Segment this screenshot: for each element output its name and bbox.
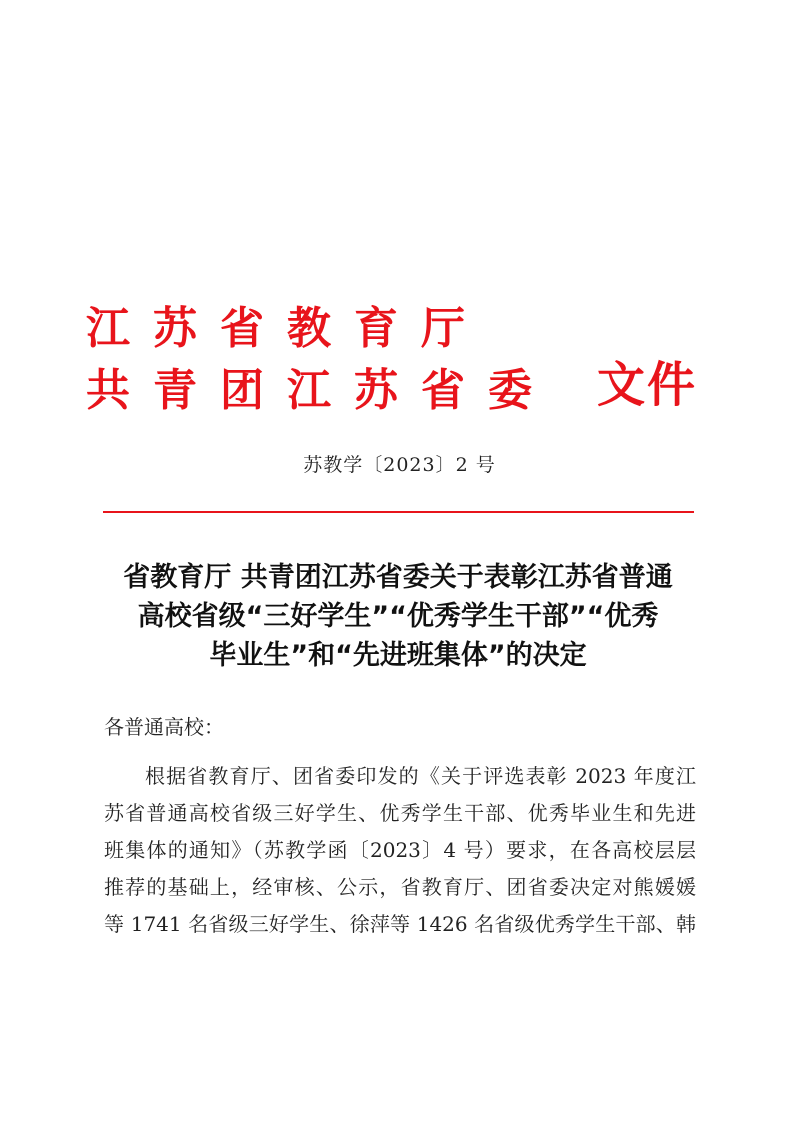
body-line: 推荐的基础上，经审核、公示，省教育厅、团省委决定对熊媛媛 — [104, 875, 696, 899]
body-paragraph — [104, 758, 696, 943]
title-line-3: 毕业生”和“先进班集体”的决定 — [209, 640, 587, 671]
document-type-label: 文件 — [597, 357, 698, 413]
body-line: 苏省普通高校省级三好学生、优秀学生干部、优秀毕业生和先进 — [104, 801, 696, 825]
body-line: 班集体的通知》（苏教学函〔2023〕4 号）要求，在各高校层层 — [104, 838, 696, 862]
issuer-education-department: 江苏省教育厅 — [86, 303, 488, 354]
document-number: 苏教学〔2023〕2 号 — [303, 454, 496, 476]
title-line-2: 高校省级“三好学生”“优秀学生干部”“优秀 — [137, 601, 659, 632]
document-title — [98, 558, 698, 675]
salutation: 各普通高校： — [104, 715, 224, 739]
body-line: 根据省教育厅、团省委印发的《关于评选表彰 2023 年度江 — [145, 764, 696, 788]
issuer-youth-league-committee: 共青团江苏省委 — [86, 365, 555, 416]
title-line-1: 省教育厅 共青团江苏省委关于表彰江苏省普通 — [123, 562, 673, 593]
body-line: 等 1741 名省级三好学生、徐萍等 1426 名省级优秀学生干部、韩 — [104, 912, 696, 936]
issuer-header — [86, 303, 706, 433]
red-divider-line — [103, 511, 694, 513]
